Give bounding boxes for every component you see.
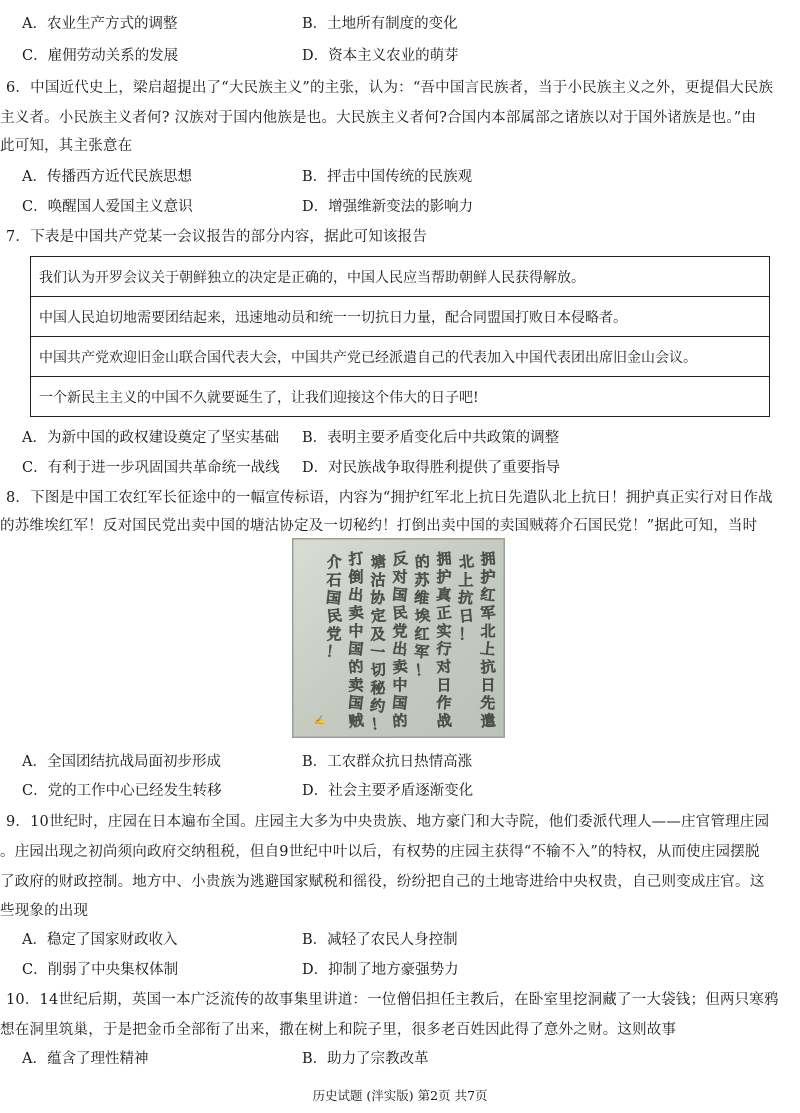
slogan-glyph: 秘 [370, 679, 386, 697]
slogan-glyph: 上 [479, 639, 497, 659]
slogan-glyph: 军 [479, 603, 497, 623]
slogan-glyph: 日 [458, 606, 475, 626]
slogan-glyph: 国 [347, 693, 365, 713]
slogan-glyph: 切 [370, 660, 387, 680]
slogan-glyph: 苏 [414, 571, 430, 589]
slogan-glyph: 对 [435, 657, 453, 677]
q9-options-row-1 [0, 926, 800, 954]
q7-option-c[interactable]: C．有利于进一步巩固国共革命统一战线 [22, 460, 280, 476]
slogan-glyph: 上 [458, 571, 474, 589]
slogan-glyph: 行 [435, 639, 453, 659]
slogan-glyph: 北 [458, 552, 475, 572]
q6-stem-line-3: 此可知，其主张意在 [0, 138, 133, 154]
slogan-glyph: 出 [347, 585, 365, 605]
slogan-glyph: 维 [413, 588, 430, 608]
q10-option-a[interactable]: A．蕴含了理性精神 [22, 1051, 149, 1067]
q9-stem-line-4: 些现象的出现 [0, 903, 89, 919]
slogan-glyph: 出 [391, 639, 409, 659]
q8-option-c[interactable]: C．党的工作中心已经发生转移 [22, 783, 222, 799]
slogan-glyph: 埃 [414, 606, 431, 626]
slogan-glyph: 石 [326, 571, 342, 589]
q7-quote-row-3: 中国共产党欢迎旧金山联合国代表大会，中国共产党已经派遣自己的代表加入中国代表团出席旧金山会议。 [31, 337, 770, 377]
q5-option-a[interactable]: A．农业生产方式的调整 [22, 16, 178, 32]
q6-stem-line-2: 主义者。小民族主义者何? 汉族对于国内他族是也。大民族主义者何?合国内本部属部之诸族以对于国外诸族是也。”由 [0, 110, 757, 126]
slogan-glyph: 的 [347, 657, 365, 677]
q9-option-d[interactable]: D．抑制了地方豪强势力 [302, 962, 459, 978]
q5-option-c[interactable]: C．雇佣劳动关系的发展 [22, 48, 179, 64]
q8-options-row-2 [0, 777, 800, 805]
q6-stem [0, 74, 800, 102]
q7-quote-row-4: 一个新民主主义的中国不久就要诞生了，让我们迎接这个伟大的日子吧! [31, 377, 770, 417]
slogan-glyph: 红 [414, 625, 430, 643]
slogan-glyph: 党 [326, 625, 342, 643]
q6-option-d[interactable]: D．增强维新变法的影响力 [302, 199, 474, 215]
q8-options-row-1 [0, 748, 800, 776]
q9-stem-line-2: 。庄园出现之初尚须向政府交纳租税，但自9世纪中叶以后，有权势的庄园主获得“不输不入”的特权，从而使庄园摆脱 [0, 844, 760, 860]
q6-options-row-2 [0, 193, 800, 221]
slogan-glyph: 倒 [348, 568, 364, 586]
slogan-signature: ✍ [314, 716, 326, 726]
slogan-glyph: 中 [392, 676, 408, 694]
slogan-glyph: 作 [435, 693, 453, 713]
slogan-glyph: 约 [369, 696, 386, 716]
slogan-glyph: 打 [347, 549, 365, 569]
slogan-glyph: ！ [325, 642, 342, 662]
q7-option-b[interactable]: B．表明主要矛盾变化后中共政策的调整 [302, 430, 560, 446]
q9-option-a[interactable]: A．稳定了国家财政收入 [22, 932, 178, 948]
slogan-glyph: 国 [325, 588, 342, 608]
slogan-wall-image [292, 538, 505, 738]
slogan-glyph: 介 [326, 552, 343, 572]
q10-stem-line-2: 想在洞里筑巢，于是把金币全部衔了出来，撒在树上和院子里，很多老百姓因此得了意外之财。这则故事 [0, 1022, 677, 1038]
page-footer: 历史试题 (泮实版) 第2页 共7页 [312, 1088, 488, 1103]
slogan-glyph: 民 [326, 606, 343, 626]
q5-option-d[interactable]: D．资本主义农业的萌芽 [302, 48, 459, 64]
slogan-glyph: 一 [369, 642, 386, 662]
slogan-glyph: 及 [370, 625, 386, 643]
slogan-glyph: 日 [480, 676, 496, 694]
q10-option-b[interactable]: B．助力了宗教改革 [302, 1051, 429, 1067]
slogan-glyph: 护 [436, 568, 452, 586]
slogan-glyph: 民 [391, 603, 409, 623]
slogan-glyph: 塘 [370, 552, 387, 572]
q8-option-d[interactable]: D．社会主要矛盾逐渐变化 [302, 783, 474, 799]
slogan-glyph: 国 [391, 693, 409, 713]
slogan-glyph: 中 [348, 622, 364, 640]
slogan-glyph: 先 [479, 693, 497, 713]
red-army-slogan-photo [292, 538, 505, 738]
q5-option-b[interactable]: B．土地所有制度的变化 [302, 16, 458, 32]
q8-stem-line-1: 8．下图是中国工农红军长征途中的一幅宣传标语，内容为“拥护红军北上抗日先遣队北上抗日！拥护真正实行对日作战 [6, 490, 773, 506]
slogan-glyph: 拥 [435, 549, 453, 569]
slogan-glyph: 卖 [391, 657, 409, 677]
q6-option-c[interactable]: C．唤醒国人爱国主义意识 [22, 199, 193, 215]
slogan-glyph: 的 [414, 552, 431, 572]
slogan-glyph: 战 [435, 711, 453, 731]
slogan-glyph: 的 [391, 711, 409, 731]
slogan-glyph: ！ [370, 714, 387, 734]
slogan-glyph: 北 [480, 622, 496, 640]
slogan-glyph: ！ [458, 625, 474, 643]
q8-option-b[interactable]: B．工农群众抗日热情高涨 [302, 754, 473, 770]
slogan-glyph: 遣 [479, 711, 497, 731]
slogan-glyph: 协 [369, 588, 386, 608]
q6-option-a[interactable]: A．传播西方近代民族思想 [22, 169, 192, 185]
q8-stem-line-2: 的苏维埃红军！反对国民党出卖中国的塘沽协定及一切秘约！打倒出卖中国的卖国贼蒋介石国民党！”据此可知，当时 [0, 518, 758, 534]
q7-quote-row-2: 中国人民迫切地需要团结起来，迅速地动员和统一一切抗日力量，配合同盟国打败日本侵略者。 [31, 297, 770, 337]
q7-stem: 7．下表是中国共产党某一会议报告的部分内容，据此可知该报告 [6, 229, 428, 245]
slogan-glyph: 拥 [479, 549, 497, 569]
slogan-glyph: 抗 [457, 588, 474, 608]
slogan-glyph: 护 [480, 568, 496, 586]
slogan-glyph: 抗 [479, 657, 497, 677]
q9-stem-line-1: 9．10世纪时，庄园在日本遍布全国。庄园主大多为中央贵族、地方豪门和大寺院，他们委派代理人——庄官管理庄园 [6, 814, 770, 830]
q7-options-row-2 [0, 454, 800, 482]
slogan-glyph: 卖 [348, 676, 364, 694]
slogan-glyph: 国 [347, 639, 365, 659]
slogan-glyph: 贼 [347, 711, 365, 731]
slogan-glyph: 沽 [370, 571, 386, 589]
q7-quote-row-1: 我们认为开罗会议关于朝鲜独立的决定是正确的，中国人民应当帮助朝鲜人民获得解放。 [31, 257, 770, 297]
q8-option-a[interactable]: A．全国团结抗战局面初步形成 [22, 754, 221, 770]
q9-option-b[interactable]: B．减轻了农民人身控制 [302, 932, 458, 948]
q5-options-row-1 [0, 10, 800, 38]
slogan-glyph: 卖 [347, 603, 365, 623]
slogan-glyph: 定 [370, 606, 387, 626]
slogan-glyph: 日 [436, 676, 452, 694]
slogan-glyph: ！ [414, 660, 431, 680]
q10-stem-line-1: 10．14世纪后期，英国一本广泛流传的故事集里讲道：一位僧侣担任主教后，在卧室里挖洞藏了一大袋钱；但两只寒鸦 [6, 992, 779, 1008]
q7-option-d[interactable]: D．对民族战争取得胜利提供了重要指导 [302, 460, 561, 476]
slogan-glyph: 国 [391, 585, 409, 605]
slogan-glyph: 军 [413, 642, 430, 662]
slogan-glyph: 党 [392, 622, 408, 640]
q7-option-a[interactable]: A．为新中国的政权建设奠定了坚实基础 [22, 430, 279, 446]
q9-options-row-2 [0, 956, 800, 984]
slogan-glyph: 正 [435, 603, 453, 623]
q9-stem-line-3: 了政府的财政控制。地方中、小贵族为逃避国家赋税和徭役，纷纷把自己的土地寄进给中央权贵，自己则变成庄官。这 [0, 874, 765, 890]
slogan-glyph: 真 [435, 585, 453, 605]
q9-option-c[interactable]: C．削弱了中央集权体制 [22, 962, 179, 978]
q6-stem-line-1: 6．中国近代史上，梁启超提出了“大民族主义”的主张，认为：“吾中国言民族者，当于小民族主义之外，更提倡大民族 [6, 80, 774, 96]
slogan-glyph: 实 [436, 622, 452, 640]
q6-option-b[interactable]: B．抨击中国传统的民族观 [302, 169, 473, 185]
q7-options-row-1 [0, 424, 800, 452]
q6-options-row-1 [0, 163, 800, 191]
q7-quote-table [30, 256, 770, 417]
slogan-glyph: 反 [391, 549, 409, 569]
slogan-glyph: 红 [479, 585, 497, 605]
slogan-glyph: 对 [392, 568, 408, 586]
q10-options-row-1 [0, 1045, 800, 1073]
q5-options-row-2 [0, 42, 800, 70]
